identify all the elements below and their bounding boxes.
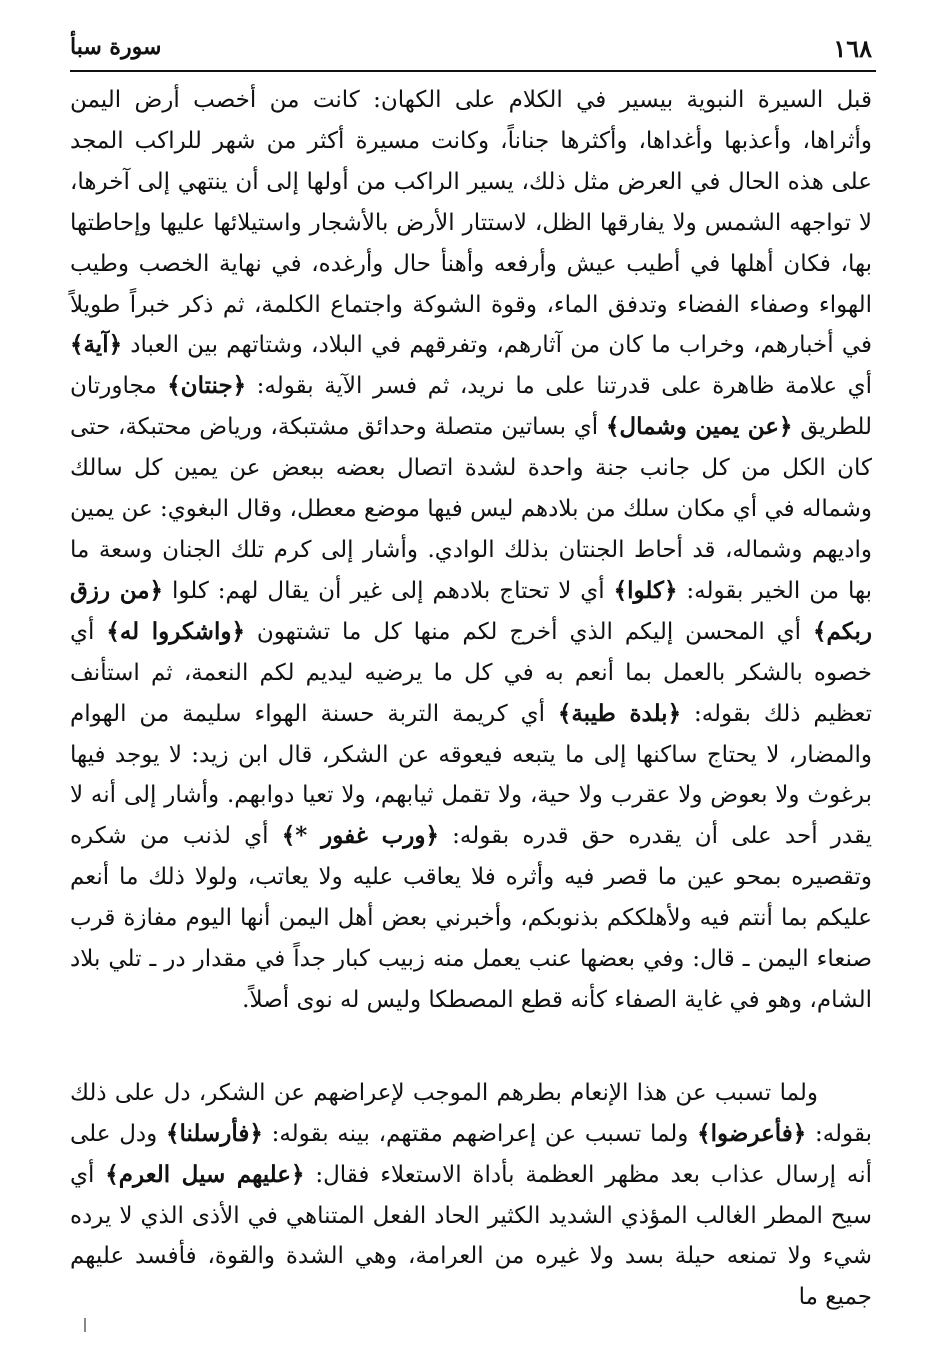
page-number: ١٦٨ [833, 34, 872, 63]
text-segment: أي علامة ظاهرة على قدرتنا على ما نريد، ثم فسر الآية بقوله: [246, 373, 873, 400]
page-body [70, 80, 872, 1318]
text-segment: ولما تسبب عن إعراضهم مقتهم، بينه بقوله: [262, 1120, 698, 1147]
quran-quote: ﴿جنتان﴾ [167, 372, 247, 400]
quran-quote: ﴿فأعرضوا﴾ [697, 1119, 807, 1147]
text-segment: أي بساتين متصلة وحدائق مشتبكة، ورياض محتبكة، حتى كان الكل من كل جانب جنة واحدة لشدة اتصال بعضه ببعض عن يمين كل سالك وشماله في أي مكان سلك من بلادهم ليس فيها موضع معطل، وقال البغوي: عن يمين واديهم وشماله، قد أحاط الجنتان بذلك الوادي. وأشار إلى كرم تلك الجنان وسعة ما بها من الخير بقوله: [70, 414, 872, 604]
quran-quote: ﴿بلدة طيبة﴾ [557, 699, 682, 727]
paragraph-spacer [70, 1021, 872, 1073]
quran-quote: ﴿عليهم سيل العرم﴾ [105, 1160, 305, 1188]
surah-title: سورة سبأ [70, 34, 162, 60]
text-segment: أي لذنب من شكره وتقصيره بمحو عين ما قصر فيه وأثره فلا يعاقب عليه ولا يعاتب، ولولا ذلك ما أنعم عليكم بما أنتم فيه ولأهلككم بذنوبكم، وأخبرني بعض أهل اليمن أنها اليوم مفازة قرب صنعاء اليمن ـ قال: وفي بعضها عنب يعمل منه زبيب كبار جداً في مقدار در ـ تلي بلاد الشام، وهو في غاية الصفاء كأنه قطع المصطكا وليس له نوى أصلاً. [70, 823, 872, 1013]
quran-quote: ﴿من رزق ربكم﴾ [70, 576, 872, 645]
text-segment: مجاورتان للطريق [70, 373, 873, 441]
text-segment: أي المحسن إليكم الذي أخرج لكم منها كل ما تشتهون [244, 618, 813, 645]
text-segment: ولما تسبب عن هذا الإنعام بطرهم الموجب لإعراضهم عن الشكر، دل على ذلك بقوله: [70, 1079, 872, 1147]
text-segment: أي سيح المطر الغالب المؤذي الشديد الكثير الحاد الفعل المتناهي في الأذى الذي لا يرده شيء ولا تمنعه حيلة بسد ولا غيره من العرامة، وهي الشدة والقوة، فأفسد عليهم جميع ما [70, 1161, 872, 1311]
quran-quote: ﴿آية﴾ [70, 331, 123, 359]
text-segment: قبل السيرة النبوية بيسير في الكلام على الكهان: كانت من أخصب أرض اليمن وأثراها، وأعذبها وأغداها، وأكثرها جناناً، وكانت مسيرة أكثر من شهر للراكب المجد على هذه الحال في العرض مثل ذلك، يسير الراكب من أولها إلى أن ينتهي إلى آخرها، لا تواجهه الشمس ولا يفارقها الظل، لاستتار الأرض بالأشجار واستيلائها عليها وإحاطتها بها، فكان أهلها في أطيب عيش وأرفعه وأهنأ حال وأرغده، في نهاية الخصب وطيب الهواء وصفاء الفضاء وتدفق الماء، وقوة الشوكة واجتماع الكلمة، ثم ذكر خبراً طويلاً في أخبارهم، وخراب ما كان من آثارهم، وتفرقهم في البلاد، وشتاتهم بين العباد [70, 87, 872, 359]
paragraph-1 [70, 80, 872, 1021]
scan-edge-mark [84, 1318, 86, 1332]
text-segment: ودل على أنه إرسال عذاب بعد مظهر العظمة بأداة الاستعلاء فقال: [70, 1120, 872, 1188]
quran-quote: ﴿كلوا﴾ [613, 576, 678, 604]
text-segment: أي خصوه بالشكر بالعمل بما أنعم به في كل ما يرضيه ليديم لكم النعمة، ثم استأنف تعظيم ذلك بقوله: [70, 618, 872, 727]
text-segment: أي كريمة التربة حسنة الهواء سليمة من الهوام والمضار، لا يحتاج ساكنها إلى ما يتبعه فيعوقه عن الشكر، قال ابن زيد: لا يوجد فيها برغوث ولا بعوض ولا عقرب ولا حية، ولا تقمل ثيابهم، ولا تعيا دوابهم. وأشار إلى أنه لا يقدر أحد على أن يقدره حق قدره بقوله: [70, 700, 872, 850]
header-divider [70, 70, 876, 72]
paragraph-2 [70, 1073, 872, 1318]
quran-quote: ﴿ورب غفور *﴾ [281, 822, 439, 850]
quran-quote: ﴿فأرسلنا﴾ [165, 1119, 263, 1147]
page-header [70, 30, 872, 66]
quran-quote: ﴿واشكروا له﴾ [106, 617, 245, 645]
quran-quote: ﴿عن يمين وشمال﴾ [605, 413, 793, 441]
text-segment: أي لا تحتاج بلادهم إلى غير أن يقال لهم: كلوا [163, 577, 614, 604]
